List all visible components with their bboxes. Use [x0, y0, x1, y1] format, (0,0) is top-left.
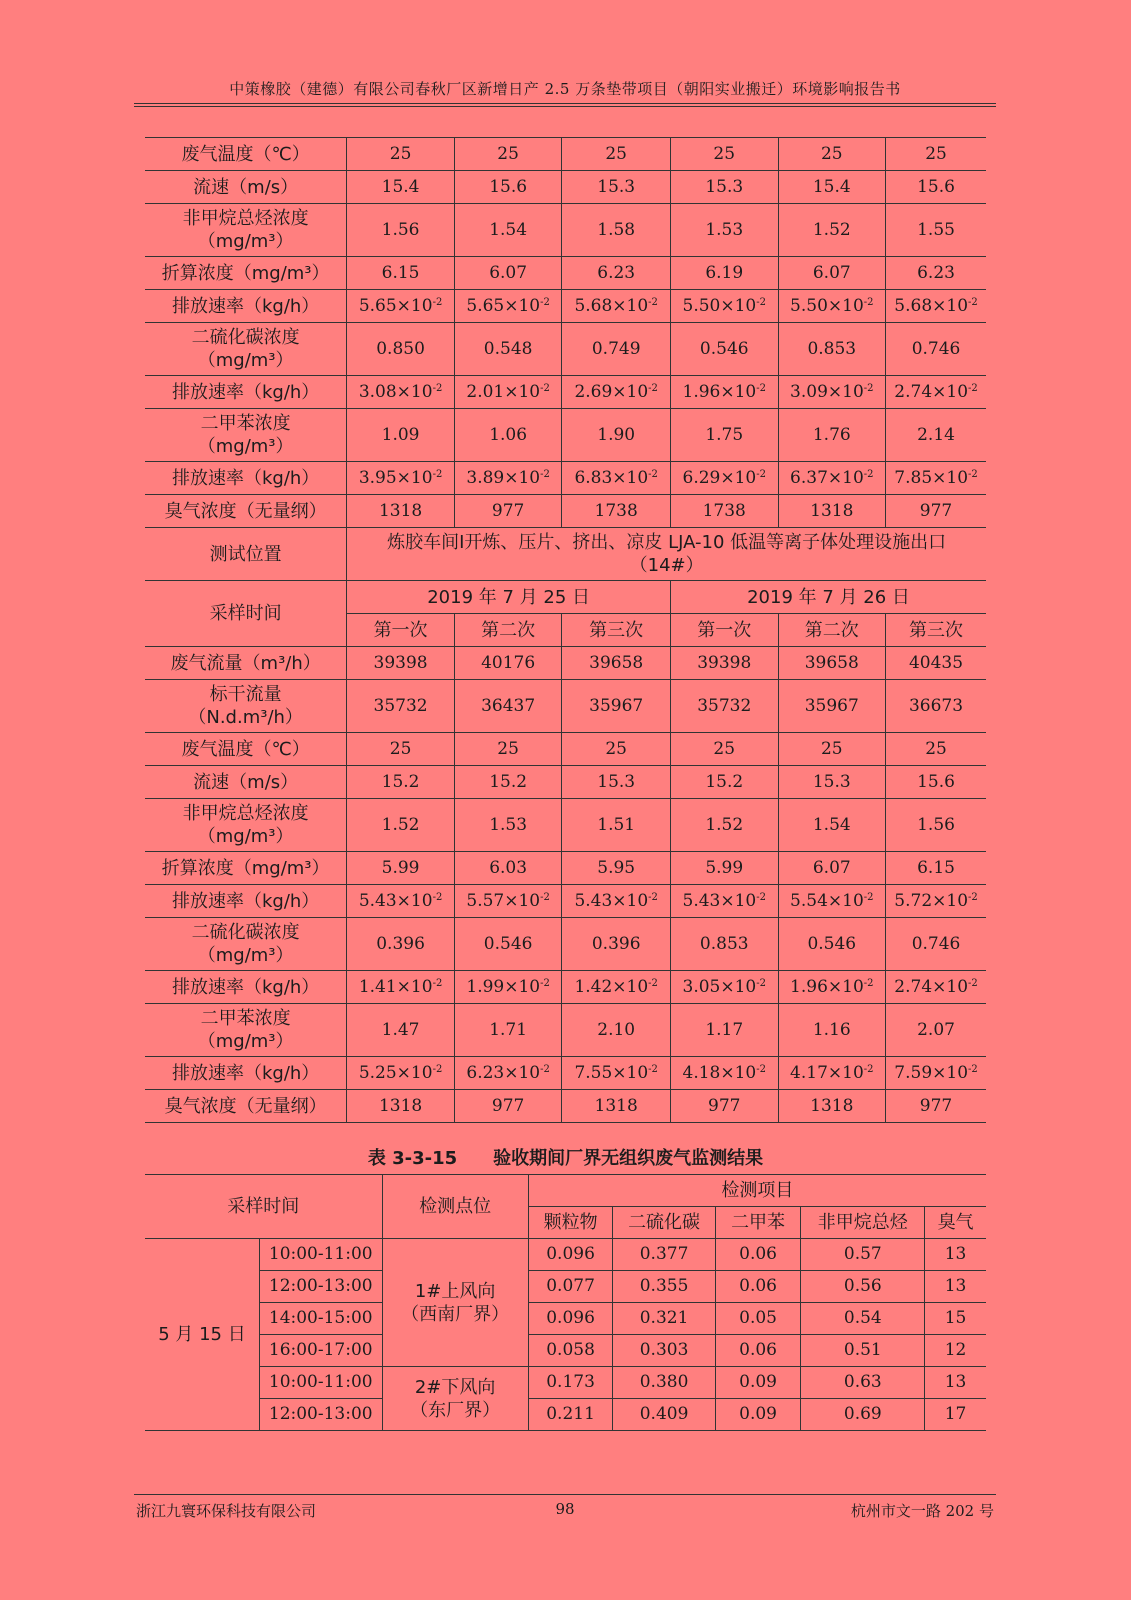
- table-cell: 977: [670, 1090, 778, 1123]
- table-cell: 25: [778, 138, 886, 171]
- table-cell: 0.548: [454, 323, 562, 376]
- table-cell: $3.08\times 10^{-2}$: [347, 376, 455, 409]
- location-row: [145, 528, 986, 581]
- table-cell: $5.50\times 10^{-2}$: [670, 290, 778, 323]
- table-cell: $6.29\times 10^{-2}$: [670, 462, 778, 495]
- table-cell: 6.15: [347, 257, 455, 290]
- table-row: [145, 1271, 986, 1303]
- page-footer: [134, 1500, 996, 1520]
- table-cell: 13: [925, 1239, 986, 1271]
- table-cell: $5.43\times 10^{-2}$: [562, 885, 671, 918]
- table-cell: 1.71: [454, 1004, 562, 1057]
- table-cell: 0.56: [801, 1271, 925, 1303]
- table-cell: 35732: [347, 680, 455, 733]
- table-cell: 0.09: [715, 1399, 801, 1431]
- table-cell: $3.09\times 10^{-2}$: [778, 376, 886, 409]
- table-cell: 39398: [347, 647, 455, 680]
- table-row: [145, 852, 986, 885]
- table-cell: 39658: [562, 647, 671, 680]
- table-cell: $6.23\times 10^{-2}$: [454, 1057, 562, 1090]
- col-header-point: 检测点位: [382, 1175, 528, 1239]
- row-label: 排放速率（kg/h）: [145, 376, 347, 409]
- table-cell: 1.16: [778, 1004, 886, 1057]
- row-label: 标干流量 （N.d.m³/h）: [145, 680, 347, 733]
- point-cell: 2#下风向 （东厂界）: [382, 1367, 528, 1431]
- date-cell: 5 月 15 日: [145, 1239, 259, 1431]
- table-row: [145, 918, 986, 971]
- row-label: 废气温度（℃）: [145, 733, 347, 766]
- run-header: 第三次: [562, 614, 671, 647]
- location-label: 测试位置: [145, 528, 347, 581]
- table-cell: 0.380: [613, 1367, 715, 1399]
- item-header: 二甲苯: [715, 1207, 801, 1239]
- footer-rule: [134, 1494, 996, 1495]
- table-cell: 5.99: [347, 852, 455, 885]
- table-cell: 1.51: [562, 799, 671, 852]
- table-cell: 1.55: [886, 204, 986, 257]
- table-cell: 5.95: [562, 852, 671, 885]
- table-cell: 0.546: [454, 918, 562, 971]
- table-row: [145, 1399, 986, 1431]
- table-cell: 1.54: [454, 204, 562, 257]
- emission-monitoring-table: [145, 137, 986, 1123]
- table-cell: 6.23: [886, 257, 986, 290]
- table-row: [145, 257, 986, 290]
- table-row: [145, 733, 986, 766]
- table-cell: 6.07: [778, 852, 886, 885]
- table-cell: 0.396: [562, 918, 671, 971]
- table-row: [145, 766, 986, 799]
- table-row: [145, 462, 986, 495]
- table-cell: 36437: [454, 680, 562, 733]
- table-cell: 0.69: [801, 1399, 925, 1431]
- table-cell: 25: [670, 733, 778, 766]
- table-caption: 表 3-3-15 验收期间厂界无组织废气监测结果: [367, 1148, 764, 1169]
- table-cell: $7.59\times 10^{-2}$: [886, 1057, 986, 1090]
- row-label: 排放速率（kg/h）: [145, 462, 347, 495]
- run-header: 第一次: [347, 614, 455, 647]
- table-cell: 15.2: [347, 766, 455, 799]
- col-header-time: 采样时间: [145, 1175, 382, 1239]
- table-cell: 1.76: [778, 409, 886, 462]
- time-cell: 12:00-13:00: [259, 1271, 382, 1303]
- row-label: 臭气浓度（无量纲）: [145, 1090, 347, 1123]
- table-cell: 1.52: [670, 799, 778, 852]
- table-cell: 1.75: [670, 409, 778, 462]
- table-cell: 17: [925, 1399, 986, 1431]
- table-cell: 0.850: [347, 323, 455, 376]
- table-row: [145, 1367, 986, 1399]
- table-cell: $5.43\times 10^{-2}$: [670, 885, 778, 918]
- table-cell: $1.41\times 10^{-2}$: [347, 971, 455, 1004]
- table-cell: 25: [670, 138, 778, 171]
- table-cell: 25: [778, 733, 886, 766]
- table-cell: $5.50\times 10^{-2}$: [778, 290, 886, 323]
- table-cell: 15.3: [562, 766, 671, 799]
- sampling-time-label: 采样时间: [145, 581, 347, 647]
- table-cell: 1318: [347, 1090, 455, 1123]
- table-row: [145, 799, 986, 852]
- table-cell: 0.09: [715, 1367, 801, 1399]
- table-cell: $2.74\times 10^{-2}$: [886, 971, 986, 1004]
- table-cell: $1.96\times 10^{-2}$: [778, 971, 886, 1004]
- table-cell: 25: [454, 138, 562, 171]
- table-cell: $1.96\times 10^{-2}$: [670, 376, 778, 409]
- table-cell: 2.10: [562, 1004, 671, 1057]
- table-cell: 5.99: [670, 852, 778, 885]
- item-header: 臭气: [925, 1207, 986, 1239]
- table-cell: 25: [562, 733, 671, 766]
- table-cell: $2.74\times 10^{-2}$: [886, 376, 986, 409]
- table-cell: $5.43\times 10^{-2}$: [347, 885, 455, 918]
- table-cell: $5.68\times 10^{-2}$: [886, 290, 986, 323]
- table-cell: $3.89\times 10^{-2}$: [454, 462, 562, 495]
- table-cell: 6.19: [670, 257, 778, 290]
- table-cell: 0.06: [715, 1239, 801, 1271]
- item-header: 颗粒物: [528, 1207, 613, 1239]
- table-cell: 36673: [886, 680, 986, 733]
- table-row: [145, 323, 986, 376]
- table-cell: 0.396: [347, 918, 455, 971]
- item-header: 非甲烷总烃: [801, 1207, 925, 1239]
- table-cell: 0.096: [528, 1239, 613, 1271]
- table-cell: $5.68\times 10^{-2}$: [562, 290, 671, 323]
- table-row: [145, 290, 986, 323]
- table-cell: 15.6: [454, 171, 562, 204]
- table-row: [145, 204, 986, 257]
- item-header: 二硫化碳: [613, 1207, 715, 1239]
- table-cell: 15.4: [778, 171, 886, 204]
- table-cell: 0.853: [778, 323, 886, 376]
- table-cell: 1.52: [347, 799, 455, 852]
- location-value: 炼胶车间I开炼、压片、挤出、凉皮 LJA-10 低温等离子体处理设施出口（14#）: [347, 528, 986, 581]
- table-row: [145, 1335, 986, 1367]
- table-row: [145, 376, 986, 409]
- table-cell: 1318: [778, 495, 886, 528]
- table-cell: 15.6: [886, 766, 986, 799]
- table-cell: $3.95\times 10^{-2}$: [347, 462, 455, 495]
- table-cell: 1.58: [562, 204, 671, 257]
- table-cell: 6.03: [454, 852, 562, 885]
- table-cell: 1318: [347, 495, 455, 528]
- table-cell: 0.746: [886, 918, 986, 971]
- table-cell: 25: [562, 138, 671, 171]
- table-row: [145, 138, 986, 171]
- col-header-items: 检测项目: [528, 1175, 986, 1207]
- table-cell: $4.17\times 10^{-2}$: [778, 1057, 886, 1090]
- table-row: [145, 680, 986, 733]
- row-label: 折算浓度（mg/m³）: [145, 257, 347, 290]
- table-row: [145, 1090, 986, 1123]
- table-cell: $5.65\times 10^{-2}$: [454, 290, 562, 323]
- table-cell: 0.853: [670, 918, 778, 971]
- row-label: 流速（m/s）: [145, 766, 347, 799]
- table-cell: 0.749: [562, 323, 671, 376]
- table-cell: 40176: [454, 647, 562, 680]
- run-header: 第三次: [886, 614, 986, 647]
- table-cell: 2.14: [886, 409, 986, 462]
- table-cell: $2.01\times 10^{-2}$: [454, 376, 562, 409]
- table-cell: 0.303: [613, 1335, 715, 1367]
- table-cell: 15: [925, 1303, 986, 1335]
- row-label: 二硫化碳浓度 （mg/m³）: [145, 323, 347, 376]
- run-header: 第一次: [670, 614, 778, 647]
- table-cell: $5.54\times 10^{-2}$: [778, 885, 886, 918]
- table-cell: 15.4: [347, 171, 455, 204]
- table-cell: 0.077: [528, 1271, 613, 1303]
- table-cell: $2.69\times 10^{-2}$: [562, 376, 671, 409]
- table-row: [145, 495, 986, 528]
- table-cell: 25: [886, 138, 986, 171]
- row-label: 流速（m/s）: [145, 171, 347, 204]
- table-cell: 15.2: [454, 766, 562, 799]
- table-row: [145, 1239, 986, 1271]
- row-label: 非甲烷总烃浓度 （mg/m³）: [145, 204, 347, 257]
- table-cell: 0.546: [778, 918, 886, 971]
- date-header: 2019 年 7 月 25 日: [347, 581, 671, 614]
- footer-company: 浙江九寰环保科技有限公司: [136, 1502, 317, 1520]
- page-number: 98: [555, 1500, 575, 1518]
- table-cell: $5.65\times 10^{-2}$: [347, 290, 455, 323]
- table-cell: 1.53: [454, 799, 562, 852]
- table-cell: 1.56: [347, 204, 455, 257]
- table-cell: 0.211: [528, 1399, 613, 1431]
- table-cell: 1.09: [347, 409, 455, 462]
- time-cell: 16:00-17:00: [259, 1335, 382, 1367]
- table-cell: 39658: [778, 647, 886, 680]
- time-cell: 14:00-15:00: [259, 1303, 382, 1335]
- table-cell: 1.06: [454, 409, 562, 462]
- table-cell: $1.99\times 10^{-2}$: [454, 971, 562, 1004]
- table-cell: 977: [454, 1090, 562, 1123]
- table-cell: $7.85\times 10^{-2}$: [886, 462, 986, 495]
- header-rule: [134, 106, 996, 107]
- table-row: [145, 171, 986, 204]
- table-row: [145, 1004, 986, 1057]
- table-cell: 1.54: [778, 799, 886, 852]
- table-cell: $5.57\times 10^{-2}$: [454, 885, 562, 918]
- table-cell: 977: [454, 495, 562, 528]
- row-label: 排放速率（kg/h）: [145, 885, 347, 918]
- table-cell: 977: [886, 495, 986, 528]
- row-label: 非甲烷总烃浓度 （mg/m³）: [145, 799, 347, 852]
- table-row: [145, 885, 986, 918]
- table-cell: 0.409: [613, 1399, 715, 1431]
- row-label: 废气流量（m³/h）: [145, 647, 347, 680]
- table-cell: 1.52: [778, 204, 886, 257]
- table-cell: 15.6: [886, 171, 986, 204]
- time-cell: 10:00-11:00: [259, 1367, 382, 1399]
- table-cell: $6.37\times 10^{-2}$: [778, 462, 886, 495]
- run-header: 第二次: [454, 614, 562, 647]
- row-label: 折算浓度（mg/m³）: [145, 852, 347, 885]
- date-header: 2019 年 7 月 26 日: [670, 581, 986, 614]
- table-cell: 35967: [778, 680, 886, 733]
- table-cell: 0.173: [528, 1367, 613, 1399]
- table-cell: 0.546: [670, 323, 778, 376]
- table-cell: 0.096: [528, 1303, 613, 1335]
- table-cell: 0.355: [613, 1271, 715, 1303]
- table-cell: 40435: [886, 647, 986, 680]
- row-label: 二甲苯浓度 （mg/m³）: [145, 409, 347, 462]
- table-cell: 0.746: [886, 323, 986, 376]
- time-cell: 12:00-13:00: [259, 1399, 382, 1431]
- table-cell: $5.72\times 10^{-2}$: [886, 885, 986, 918]
- table-cell: 0.57: [801, 1239, 925, 1271]
- table-cell: 35967: [562, 680, 671, 733]
- table-cell: 1.17: [670, 1004, 778, 1057]
- table-cell: $7.55\times 10^{-2}$: [562, 1057, 671, 1090]
- table-cell: 13: [925, 1367, 986, 1399]
- table-cell: 25: [347, 733, 455, 766]
- footer-address: 杭州市文一路 202 号: [850, 1502, 994, 1520]
- row-label: 排放速率（kg/h）: [145, 1057, 347, 1090]
- table-cell: 1318: [778, 1090, 886, 1123]
- table-cell: 15.3: [670, 171, 778, 204]
- table-cell: 1.56: [886, 799, 986, 852]
- table-cell: $5.25\times 10^{-2}$: [347, 1057, 455, 1090]
- row-label: 排放速率（kg/h）: [145, 290, 347, 323]
- table-cell: 0.377: [613, 1239, 715, 1271]
- table-cell: $4.18\times 10^{-2}$: [670, 1057, 778, 1090]
- table-cell: 1738: [562, 495, 671, 528]
- table-cell: 0.05: [715, 1303, 801, 1335]
- row-label: 二甲苯浓度 （mg/m³）: [145, 1004, 347, 1057]
- table-cell: 6.23: [562, 257, 671, 290]
- table-cell: 35732: [670, 680, 778, 733]
- run-header: 第二次: [778, 614, 886, 647]
- table-cell: 39398: [670, 647, 778, 680]
- table-cell: 1.53: [670, 204, 778, 257]
- table-cell: 1738: [670, 495, 778, 528]
- table-cell: 6.07: [778, 257, 886, 290]
- time-cell: 10:00-11:00: [259, 1239, 382, 1271]
- point-cell: 1#上风向 （西南厂界）: [382, 1239, 528, 1367]
- table-cell: 13: [925, 1271, 986, 1303]
- row-label: 臭气浓度（无量纲）: [145, 495, 347, 528]
- table-cell: 12: [925, 1335, 986, 1367]
- table-cell: 0.06: [715, 1271, 801, 1303]
- table-cell: 0.06: [715, 1335, 801, 1367]
- row-label: 二硫化碳浓度 （mg/m³）: [145, 918, 347, 971]
- table-cell: 977: [886, 1090, 986, 1123]
- table-cell: 0.54: [801, 1303, 925, 1335]
- table-cell: 0.058: [528, 1335, 613, 1367]
- header-title: 中策橡胶（建德）有限公司春秋厂区新增日产 2.5 万条垫带项目（朝阳实业搬迁）环境影响报告书: [229, 80, 901, 98]
- table-cell: $1.42\times 10^{-2}$: [562, 971, 671, 1004]
- table-cell: $6.83\times 10^{-2}$: [562, 462, 671, 495]
- table-row: [145, 409, 986, 462]
- row-label: 排放速率（kg/h）: [145, 971, 347, 1004]
- table-cell: 25: [886, 733, 986, 766]
- table-row: [145, 1057, 986, 1090]
- table-cell: 25: [347, 138, 455, 171]
- table-cell: 0.51: [801, 1335, 925, 1367]
- table-cell: 15.3: [562, 171, 671, 204]
- table-cell: 2.07: [886, 1004, 986, 1057]
- row-label: 废气温度（℃）: [145, 138, 347, 171]
- table-cell: 1318: [562, 1090, 671, 1123]
- table-cell: 0.321: [613, 1303, 715, 1335]
- table-row: [145, 971, 986, 1004]
- table-cell: 6.15: [886, 852, 986, 885]
- table-cell: 1.47: [347, 1004, 455, 1057]
- table-cell: 25: [454, 733, 562, 766]
- table-cell: 6.07: [454, 257, 562, 290]
- table-cell: 0.63: [801, 1367, 925, 1399]
- table-row: [145, 647, 986, 680]
- table-cell: 15.2: [670, 766, 778, 799]
- page-header: [134, 78, 996, 104]
- table-cell: 15.3: [778, 766, 886, 799]
- table-row: [145, 1303, 986, 1335]
- sampling-date-row: [145, 581, 986, 614]
- header-row: [145, 1175, 986, 1207]
- table-cell: 1.90: [562, 409, 671, 462]
- fugitive-emission-table: [145, 1174, 986, 1431]
- table-cell: $3.05\times 10^{-2}$: [670, 971, 778, 1004]
